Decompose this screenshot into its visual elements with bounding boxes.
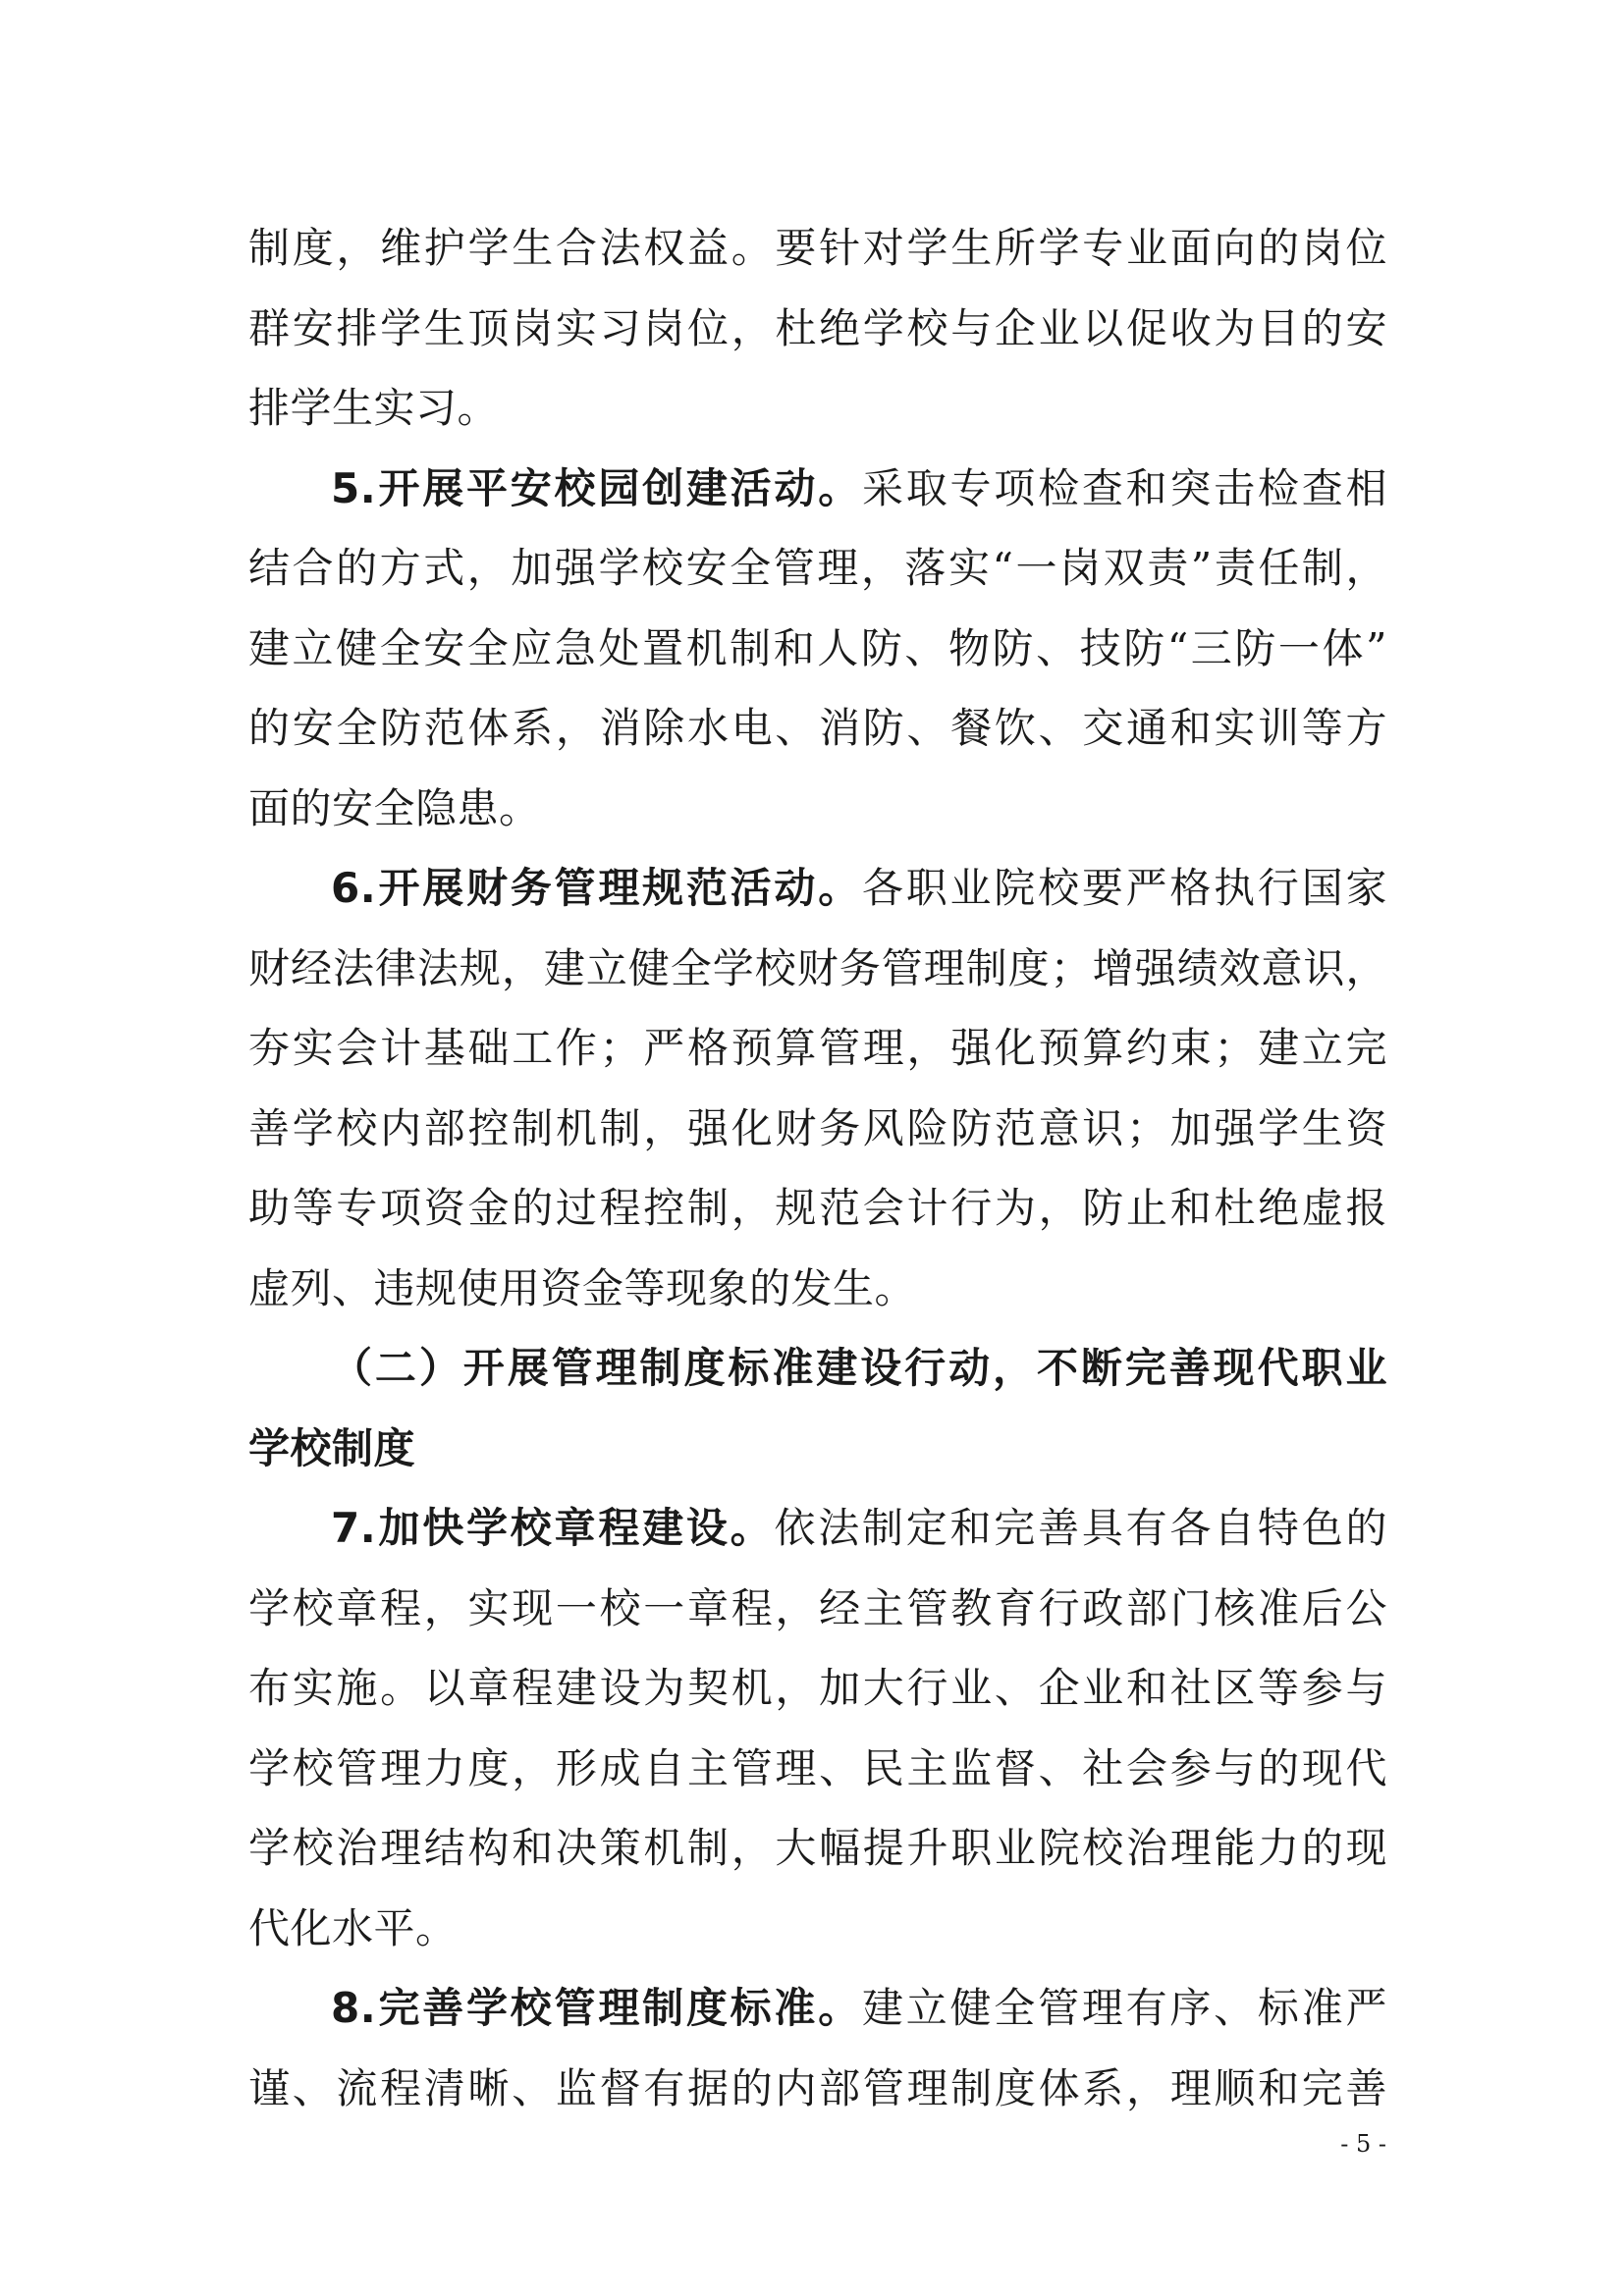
body-text xyxy=(248,208,1387,2128)
text-line: 夯实会计基础工作；严格预算管理，强化预算约束；建立完 xyxy=(248,1024,1387,1072)
text-line: 学校治理结构和决策机制，大幅提升职业院校治理能力的现 xyxy=(248,1824,1387,1872)
paragraph-6-first-line: 6.开展财务管理规范活动。各职业院校要严格执行国家 xyxy=(331,864,1387,912)
section-heading: （二）开展管理制度标准建设行动，不断完善现代职业 xyxy=(331,1344,1387,1392)
item-8-title: 8.完善学校管理制度标准。 xyxy=(331,1984,862,2032)
text-line: 学校章程，实现一校一章程，经主管教育行政部门核准后公 xyxy=(248,1583,1387,1632)
text-line: 财经法律法规，建立健全学校财务管理制度；增强绩效意识， xyxy=(248,943,1387,992)
text-line: 谨、流程清晰、监督有据的内部管理制度体系，理顺和完善 xyxy=(248,2063,1387,2112)
text-line: 助等专项资金的过程控制，规范会计行为，防止和杜绝虚报 xyxy=(248,1184,1387,1232)
page-number: - 5 - xyxy=(1340,2130,1386,2158)
text-line: 制度，维护学生合法权益。要针对学生所学专业面向的岗位 xyxy=(248,224,1387,272)
text-line: 排学生实习。 xyxy=(248,384,500,432)
text-line: 虚列、违规使用资金等现象的发生。 xyxy=(248,1263,917,1312)
text-line: 布实施。以章程建设为契机，加大行业、企业和社区等参与 xyxy=(248,1664,1387,1712)
text-line: 学校管理力度，形成自主管理、民主监督、社会参与的现代 xyxy=(248,1743,1387,1792)
text-line: 的安全防范体系，消除水电、消防、餐饮、交通和实训等方 xyxy=(248,704,1387,752)
text-line: 结合的方式，加强学校安全管理，落实“一岗双责”责任制， xyxy=(248,544,1387,592)
text-line: 群安排学生顶岗实习岗位，杜绝学校与企业以促收为目的安 xyxy=(248,303,1387,352)
paragraph-8-first-line: 8.完善学校管理制度标准。建立健全管理有序、标准严 xyxy=(331,1984,1387,2032)
section-heading-continued: 学校制度 xyxy=(248,1423,416,1472)
text-line: 建立健全安全应急处置机制和人防、物防、技防“三防一体” xyxy=(248,623,1387,672)
text-line: 代化水平。 xyxy=(248,1903,458,1952)
text-line: 善学校内部控制机制，强化财务风险防范意识；加强学生资 xyxy=(248,1103,1387,1152)
paragraph-5-first-line: 5.开展平安校园创建活动。采取专项检查和突击检查相 xyxy=(331,463,1387,512)
item-6-title: 6.开展财务管理规范活动。 xyxy=(331,864,862,912)
text-line: 面的安全隐患。 xyxy=(248,783,541,832)
paragraph-7-first-line: 7.加快学校章程建设。依法制定和完善具有各自特色的 xyxy=(331,1504,1387,1552)
item-7-title: 7.加快学校章程建设。 xyxy=(331,1504,775,1552)
item-5-title: 5.开展平安校园创建活动。 xyxy=(331,463,862,512)
